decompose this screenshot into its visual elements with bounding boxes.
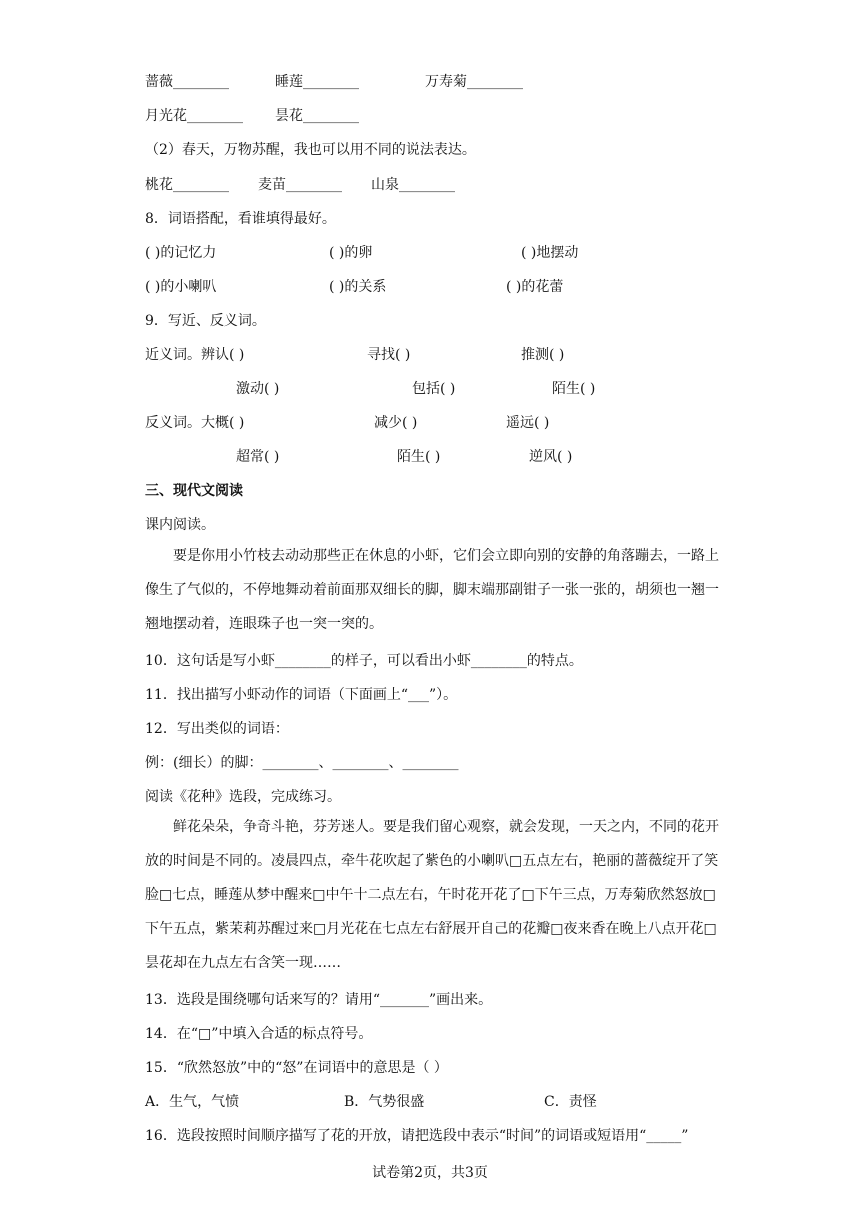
passage-shrimp: 要是你用小竹枝去动动那些正在休息的小虾，它们会立即向别的安静的角落蹦去，一路上像生了气似的，不停地舞动着前面那双细长的脚，脚末端那副钳子一张一张的，胡须也一翘一翘地摆动着，连眼珠子也一突一突的。 — [145, 548, 719, 632]
q9-item: 减少( ) — [374, 415, 418, 431]
q8-item: ( )的小喇叭 — [145, 279, 217, 295]
page-footer: 试卷第2页，共3页 — [372, 1165, 488, 1181]
q8-item: ( )的花蕾 — [506, 279, 564, 295]
q8-item: ( )的记忆力 — [145, 245, 217, 261]
q9-item: 逆风( ) — [529, 449, 573, 465]
q7-item: 万寿菊________ — [425, 74, 523, 90]
q7-part2: （2）春天，万物苏醒，我也可以用不同的说法表达。 — [145, 142, 476, 158]
q7-item: 山泉________ — [371, 177, 455, 193]
q9-item: 超常( ) — [236, 449, 280, 465]
section-heading: 三、现代文阅读 — [145, 483, 243, 499]
option-c: C．责怪 — [544, 1094, 597, 1110]
q7-item: 睡莲________ — [275, 74, 359, 90]
question-11: 11．找出描写小虾动作的词语（下面画上“___”）。 — [145, 687, 458, 703]
question-14: 14．在“□”中填入合适的标点符号。 — [145, 1026, 373, 1042]
option-b: B．气势很盛 — [344, 1094, 425, 1110]
q8-item: ( )地摆动 — [521, 245, 579, 261]
q9-item: 寻找( ) — [367, 347, 411, 363]
q7-item: 麦苗________ — [258, 177, 342, 193]
q9-title: 9．写近、反义词。 — [145, 313, 266, 329]
q9-item: 推测( ) — [521, 347, 565, 363]
option-a: A．生气，气愤 — [145, 1094, 240, 1110]
q8-item: ( )的卵 — [329, 245, 373, 261]
question-12-example: 例：(细长）的脚：________、________、________ — [145, 755, 459, 771]
q9-item: 包括( ) — [412, 381, 456, 397]
reading-subtitle: 课内阅读。 — [145, 517, 215, 533]
q8-item: ( )的关系 — [329, 279, 387, 295]
question-12: 12．写出类似的词语： — [145, 721, 289, 737]
question-10: 10．这句话是写小虾________的样子，可以看出小虾________的特点。 — [145, 653, 583, 669]
q9-ant-label: 反义词。大概( ) — [145, 415, 245, 431]
q9-item: 遥远( ) — [506, 415, 550, 431]
q9-item: 陌生( ) — [397, 449, 441, 465]
question-13: 13．选段是围绕哪句话来写的？请用“_______”画出来。 — [145, 992, 493, 1008]
q9-item: 陌生( ) — [552, 381, 596, 397]
q7-item: 桃花________ — [145, 177, 229, 193]
q7-item: 月光花________ — [145, 108, 243, 124]
q9-syn-label: 近义词。辨认( ) — [145, 347, 245, 363]
q7-item: 蔷薇________ — [145, 74, 229, 90]
question-15: 15．“欣然怒放”中的“怒”在词语中的意思是（ ） — [145, 1060, 448, 1076]
q7-item: 昙花________ — [275, 108, 359, 124]
reading-subtitle-2: 阅读《花种》选段，完成练习。 — [145, 789, 341, 805]
passage-flowers: 鲜花朵朵，争奇斗艳，芬芳迷人。要是我们留心观察，就会发现，一天之内，不同的花开放的时间是不同的。凌晨四点，牵牛花吹起了紫色的小喇叭□五点左右，艳丽的蔷薇绽开了笑脸□七点，睡莲从梦中醒来□中午十二点左右，午时花开花了□下午三点，万寿菊欣然怒放□下午五点，紫茉莉苏醒过来□月光花在七点左右舒展开自己的花瓣□夜来香在晚上八点开花□昙花却在九点左右含笑一现…… — [145, 819, 719, 971]
q9-item: 激动( ) — [236, 381, 280, 397]
q8-title: 8．词语搭配，看谁填得最好。 — [145, 211, 336, 227]
question-16: 16．选段按照时间顺序描写了花的开放，请把选段中表示“时间”的词语或短语用“_____” — [145, 1128, 689, 1144]
